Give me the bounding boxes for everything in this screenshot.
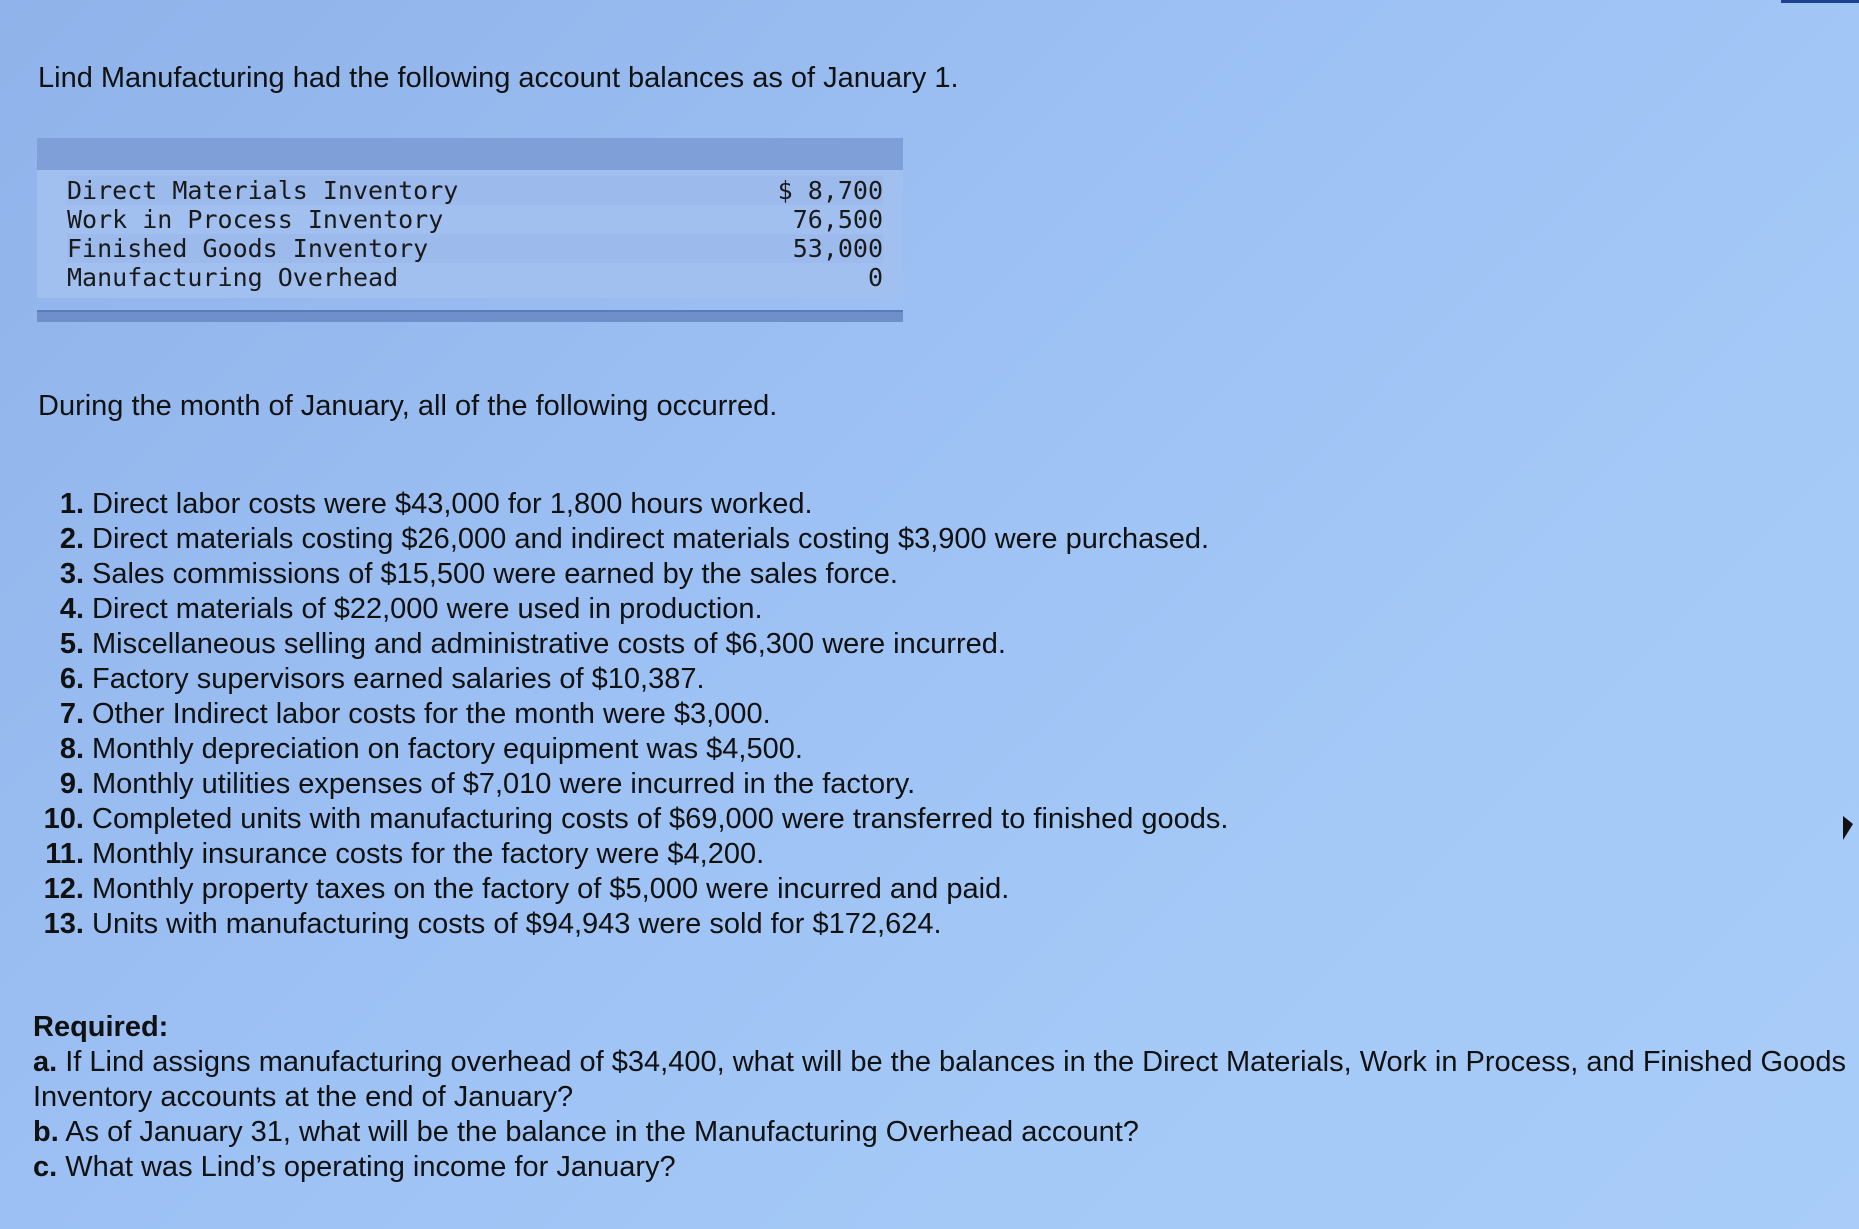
item-text: Direct materials costing $26,000 and indirect materials costing $3,900 were purchased. [92,523,1210,555]
required-item [33,1045,1853,1115]
item-text: Monthly depreciation on factory equipment was $4,500. [92,733,803,765]
top-edge-bar [1781,0,1859,3]
mouse-pointer-icon [1843,816,1853,840]
list-item [30,592,1228,627]
item-text: Direct materials of $22,000 were used in production. [92,593,763,625]
list-item [30,837,1228,872]
required-item-text: What was Lind’s operating income for January? [65,1151,676,1183]
required-item-label: b. [33,1116,59,1148]
balance-row [67,263,883,292]
item-text: Monthly insurance costs for the factory were $4,200. [92,838,765,870]
balances-table-header [37,138,903,170]
item-text: Other Indirect labor costs for the month were $3,000. [92,698,771,730]
list-item [30,907,1228,942]
intro-text: Lind Manufacturing had the following account balances as of January 1. [38,62,959,94]
item-text: Completed units with manufacturing costs of $69,000 were transferred to finished goods. [92,803,1229,835]
required-item [33,1115,1853,1150]
item-text: Miscellaneous selling and administrative costs of $6,300 were incurred. [92,628,1006,660]
item-number: 11. [45,838,84,870]
balance-account: Work in Process Inventory [67,205,444,234]
balance-account: Finished Goods Inventory [67,234,429,263]
list-item [30,522,1228,557]
balance-row [67,176,883,205]
list-item [30,872,1228,907]
balance-amount: $ 8,700 [777,176,883,205]
balances-table-body [37,170,903,298]
item-number: 3. [59,558,84,590]
list-item [30,627,1228,662]
item-number: 1. [59,488,84,520]
list-item [30,802,1228,837]
required-item [33,1150,1853,1185]
list-item [30,767,1228,802]
balances-table [37,138,903,322]
item-number: 4. [59,593,84,625]
item-number: 8. [59,733,84,765]
item-number: 6. [59,663,84,695]
item-text: Monthly utilities expenses of $7,010 were incurred in the factory. [92,768,916,800]
item-text: Factory supervisors earned salaries of $10,387. [92,663,705,695]
balance-account: Direct Materials Inventory [67,176,459,205]
required-section [33,1010,1853,1185]
list-item [30,697,1228,732]
list-item [30,487,1228,522]
events-list [30,487,1228,942]
item-text: Sales commissions of $15,500 were earned by the sales force. [92,558,898,590]
during-text: During the month of January, all of the following occurred. [38,390,778,422]
item-number: 9. [59,768,84,800]
balance-account: Manufacturing Overhead [67,263,399,292]
balance-amount: 76,500 [792,205,883,234]
item-text: Units with manufacturing costs of $94,943 were sold for $172,624. [92,908,942,940]
required-item-label: a. [33,1046,58,1078]
item-number: 5. [59,628,84,660]
item-text: Direct labor costs were $43,000 for 1,800 hours worked. [92,488,813,520]
balances-table-footer [37,310,903,322]
required-item-text: As of January 31, what will be the balance in the Manufacturing Overhead account? [65,1116,1139,1148]
list-item [30,662,1228,697]
required-title: Required: [33,1011,169,1043]
item-number: 12. [43,873,84,905]
balance-row [67,205,883,234]
list-item [30,732,1228,767]
item-number: 10. [43,803,84,835]
item-number: 2. [59,523,84,555]
balance-row [67,234,883,263]
required-item-label: c. [33,1151,58,1183]
required-item-text: If Lind assigns manufacturing overhead of $34,400, what will be the balances in the Direct Materials, Work in Process, and Finished Goods Inventory accounts at the end of January? [33,1046,1846,1113]
item-text: Monthly property taxes on the factory of $5,000 were incurred and paid. [92,873,1010,905]
item-number: 13. [43,908,84,940]
balance-amount: 0 [867,263,883,292]
list-item [30,557,1228,592]
item-number: 7. [59,698,84,730]
balance-amount: 53,000 [792,234,883,263]
